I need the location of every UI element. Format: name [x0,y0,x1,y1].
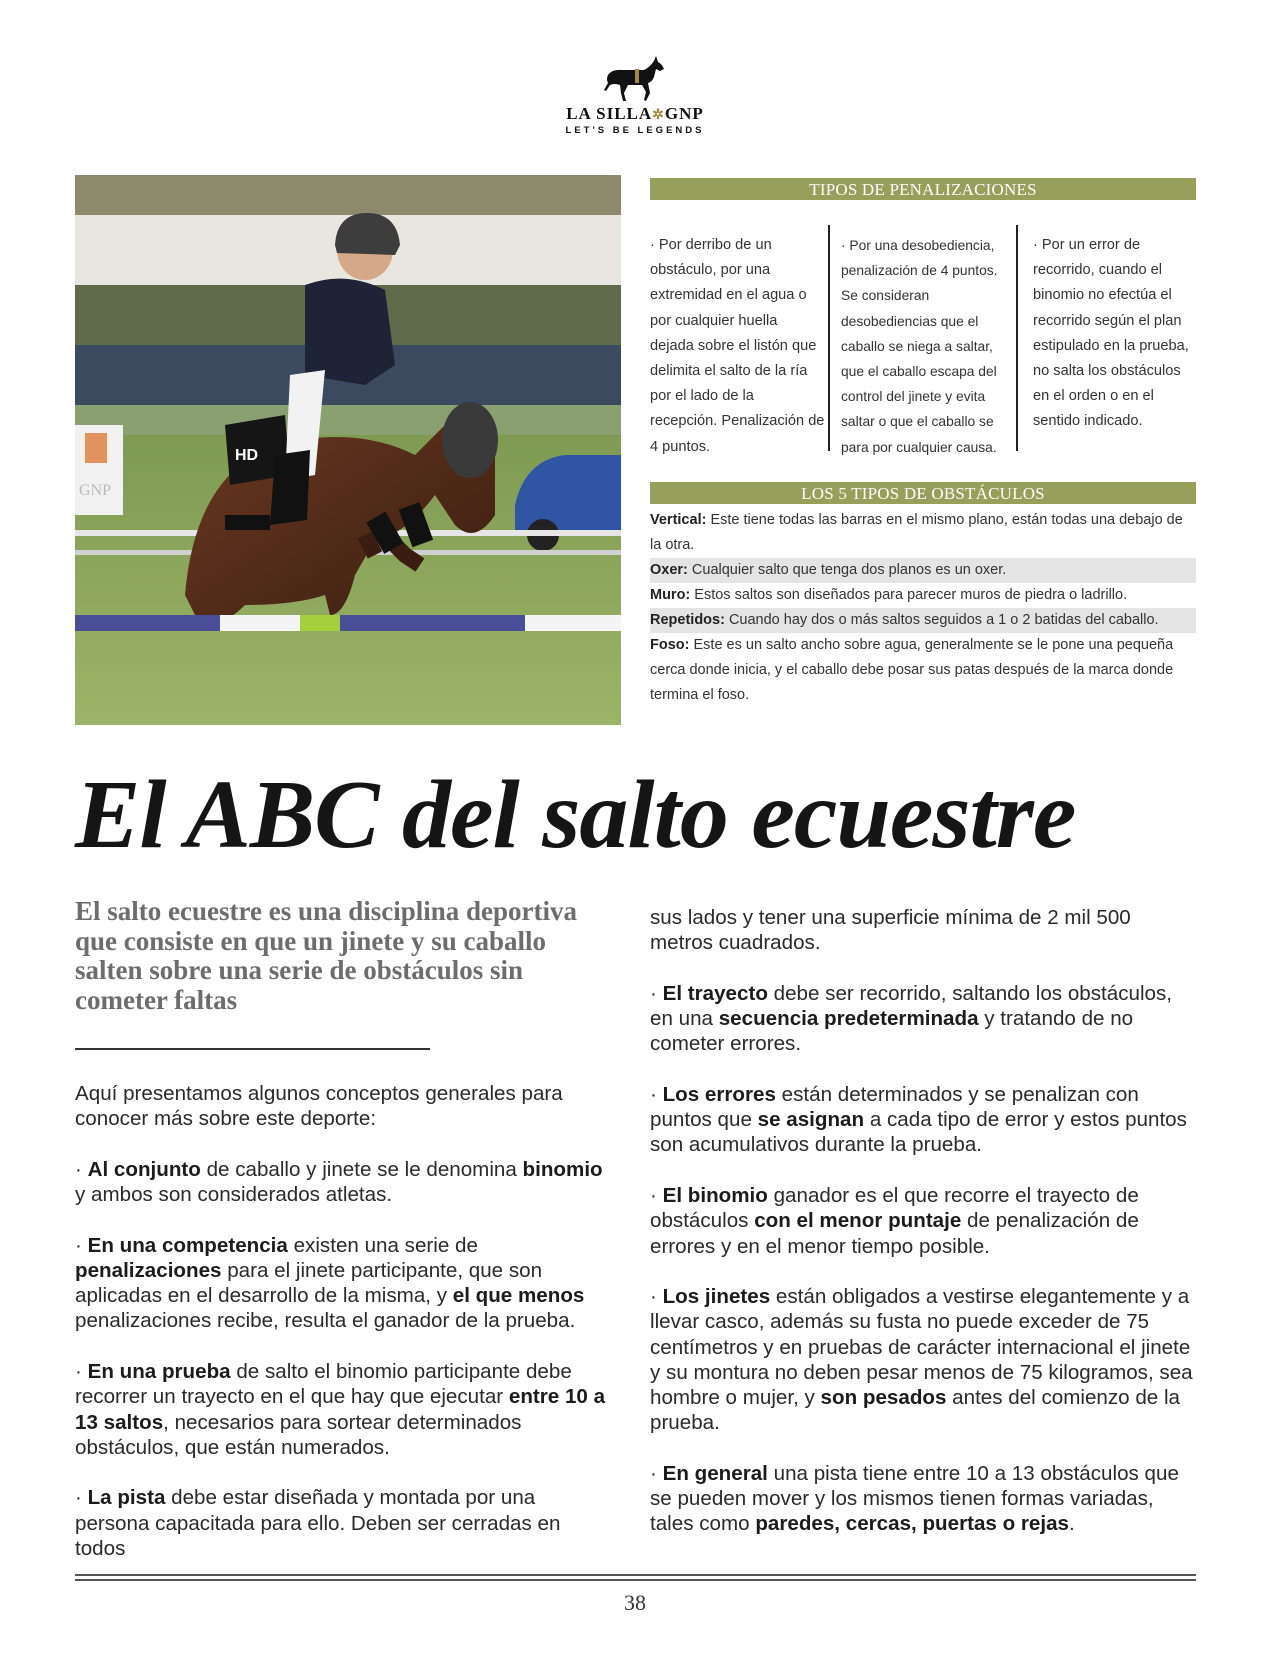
page-number: 38 [624,1590,646,1615]
obstacle-item-repetidos: Repetidos: Cuando hay dos o más saltos seguidos a 1 o 2 batidas del caballo. [650,608,1196,633]
saddle-pad-text: HD [235,447,259,464]
body-column-right [650,905,1196,1562]
page-title: El ABC del salto ecuestre [75,761,1076,869]
obstacle-item-oxer: Oxer: Cualquier salto que tenga dos planos es un oxer. [650,558,1196,583]
column-divider [828,225,830,451]
obstacle-item-muro: Muro: Estos saltos son diseñados para parecer muros de piedra o ladrillo. [650,587,1128,603]
obstacle-item-vertical: Vertical: Este tiene todas las barras en el mismo plano, están todas una debajo de la otra. [650,512,1183,553]
paragraph-pista-continued: sus lados y tener una superficie mínima de 2 mil 500 metros cuadrados. [650,906,1131,955]
brand-logo [560,55,710,145]
paragraph-trayecto: · El trayecto debe ser recorrido, saltando los obstáculos, en una secuencia predeterminada y tratando de no cometer errores. [650,981,1172,1056]
penalty-column-2: · Por una desobediencia, penalización de 4 puntos. Se consideran desobediencias que el caballo se niega a saltar, que el caballo escapa del control del jinete y evita saltar o que el caballo se para por cualquier causa. [841,238,998,455]
obstacles-section-header: LOS 5 TIPOS DE OBSTÁCULOS [650,482,1196,504]
subtitle-divider [75,1048,430,1050]
paragraph-errores: · Los errores están determinados y se penalizan con puntos que se asignan a cada tipo de error y estos puntos son acumulativos durante la prueba. [650,1083,1187,1157]
logo-star-icon: ✲ [652,108,665,123]
penalty-column-3: · Por un error de recorrido, cuando el binomio no efectúa el recorrido según el plan estipulado en la prueba, no salta los obstáculos en el orden o en el sentido indicado. [1033,237,1189,430]
column-divider [1016,225,1018,451]
paragraph-binomio: · El binomio ganador es el que recorre el trayecto de obstáculos con el menor puntaje de penalización de errores y en el menor tiempo posible. [650,1184,1139,1258]
photo-sign-text: GNP [79,482,112,499]
paragraph-general: · En general una pista tiene entre 10 a 13 obstáculos que se pueden mover y los mismos tienen formas variadas, tales como paredes, cercas, puertas o rejas. [650,1461,1179,1536]
paragraph-conjunto: · Al conjunto de caballo y jinete se le denomina binomio y ambos son considerados atletas. [75,1157,603,1207]
logo-tagline: LET'S BE LEGENDS [565,125,705,136]
show-jumping-photo [75,175,621,725]
paragraph-pista: · La pista debe estar diseñada y montada por una persona capacitada para ello. Deben ser cerradas en todos [75,1486,561,1560]
paragraph-jinetes: · Los jinetes están obligados a vestirse elegantemente y a llevar casco, además su fusta no puede exceder de 75 centímetros y en pruebas de carácter internacional el jinete y su montura no deben pesar menos de 75 kilogramos, sea hombre o mujer, y son pesados antes del comienzo de la prueba. [650,1285,1193,1435]
footer-rule [75,1579,1196,1581]
obstacle-list [650,508,1196,708]
paragraph-prueba: · En una prueba de salto el binomio participante debe recorrer un trayecto en el que hay que ejecutar entre 10 a 13 saltos, necesarios para sortear determinados obstáculos, que están numerados. [75,1360,606,1459]
intro-paragraph: Aquí presentamos algunos conceptos generales para conocer más sobre este deporte: [75,1082,563,1131]
horse-logo-icon [600,55,670,103]
body-column-left [75,1081,615,1587]
penalty-column-1: · Por derribo de un obstáculo, por una extremidad en el agua o por cualquier huella dejada sobre el listón que delimita el salto de la ría por el lado de la recepción. Penalización de 4 puntos. [650,237,825,455]
logo-name: LA SILLA✲GNP [566,104,704,123]
penalties-section-header: TIPOS DE PENALIZACIONES [650,178,1196,200]
obstacle-item-foso: Foso: Este es un salto ancho sobre agua, generalmente se le pone una pequeña cerca donde inicia, y el caballo debe posar sus patas después de la marca donde termina el foso. [650,637,1174,703]
article-subtitle: El salto ecuestre es una disciplina deportiva que consiste en que un jinete y su caballo salten sobre una serie de obstáculos sin cometer faltas [75,896,578,1015]
paragraph-competencia: · En una competencia existen una serie de penalizaciones para el jinete participante, que son aplicadas en el desarrollo de la misma, y el que menos penalizaciones recibe, resulta el ganador de la prueba. [75,1233,585,1333]
footer-rule [75,1574,1196,1576]
